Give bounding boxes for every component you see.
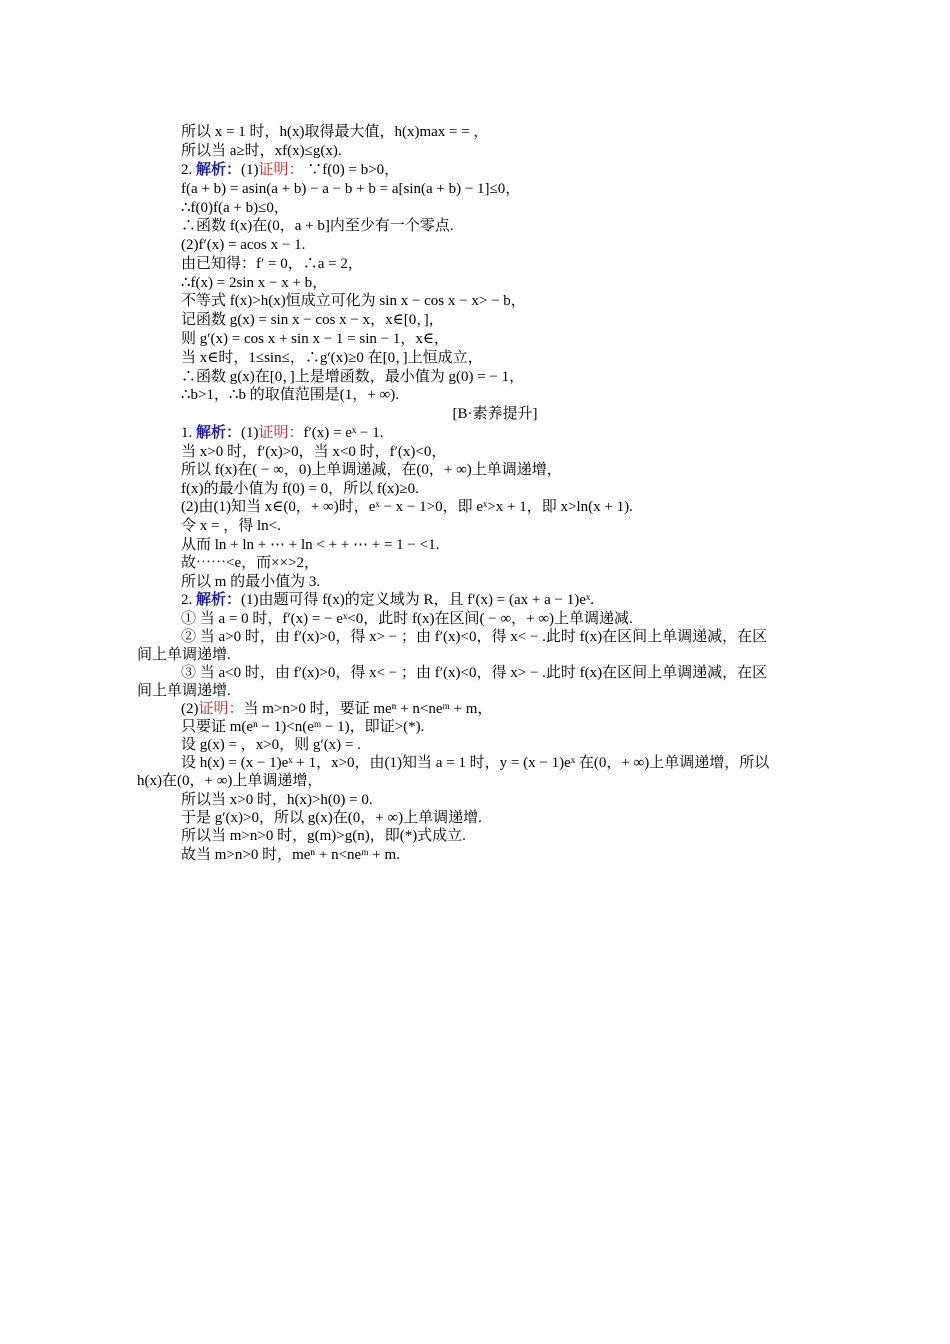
part-marker: (1) xyxy=(241,162,259,178)
text-line: f(x)的最小值为 f(0) = 0，所以 f(x)≥0. xyxy=(181,481,419,497)
text-line: 当 x∈时，1≤sin≤，∴g′(x)≥0 在[0，]上恒成立， xyxy=(181,350,483,366)
analysis-label: 解析： xyxy=(196,162,242,178)
part-marker: (2) xyxy=(181,701,199,717)
text-line: 设 h(x) = (x − 1)eˣ + 1，x>0，由(1)知当 a = 1 时，y = (x − 1)eˣ 在(0，+ ∞)上单调递增，所以 xyxy=(181,755,770,771)
text-line: 所以当 m>n>0 时，g(m)>g(n)，即(*)式成立. xyxy=(181,828,466,844)
text-line: h(x)在(0，+ ∞)上单调递增， xyxy=(137,773,323,789)
text-line: 间上单调递增. xyxy=(137,683,231,699)
analysis-label: 解析： xyxy=(196,425,242,441)
text-line: (2)f′(x) = acos x − 1. xyxy=(181,237,306,253)
text-line: ∴b>1，∴b 的取值范围是(1，+ ∞). xyxy=(181,387,399,403)
text-line: 记函数 g(x) = sin x − cos x − x，x∈[0，]， xyxy=(181,312,444,328)
text-line: 只要证 m(eⁿ − 1)<n(eᵐ − 1)，即证>(*). xyxy=(181,719,425,735)
text-line: 所以 f(x)在( − ∞，0)上单调递减，在(0，+ ∞)上单调递增， xyxy=(181,462,562,478)
text-line: (2)由(1)知当 x∈(0，+ ∞)时，eˣ − x − 1>0，即 eˣ>x + 1，即 x>ln(x + 1). xyxy=(181,499,633,515)
part-marker: (1) xyxy=(241,425,259,441)
text-line: ∴f(x) = 2sin x − x + b， xyxy=(181,275,328,291)
text-line: 当 x>0 时，f′(x)>0，当 x<0 时，f′(x)<0， xyxy=(181,444,447,460)
text-line: 所以当 a≥时，xf(x)≤g(x). xyxy=(181,143,342,159)
proof-label: 证明： xyxy=(198,701,244,717)
item-number: 2. xyxy=(181,592,193,608)
text-line: ① 当 a = 0 时，f′(x) = − eˣ<0，此时 f(x)在区间( − ∞，+ ∞)上单调递减. xyxy=(181,611,633,627)
text-line: f(a + b) = asin(a + b) − a − b + b = a[sin(a + b) − 1]≤0， xyxy=(181,181,521,197)
text-line: 由已知得：f′ = 0，∴a = 2， xyxy=(181,256,363,272)
text-line: ② 当 a>0 时，由 f′(x)>0，得 x> − ；由 f′(x)<0，得 x< − .此时 f(x)在区间上单调递减，在区 xyxy=(181,629,768,645)
text-line: 则 g′(x) = cos x + sin x − 1 = sin − 1，x∈， xyxy=(181,331,449,347)
text-line: ③ 当 a<0 时，由 f′(x)>0，得 x< − ；由 f′(x)<0，得 x> − .此时 f(x)在区间上单调递减，在区 xyxy=(181,665,768,681)
text-line: 间上单调递增. xyxy=(137,647,231,663)
text-line: 所以 m 的最小值为 3. xyxy=(181,574,321,590)
text-line: 所以当 x>0 时，h(x)>h(0) = 0. xyxy=(181,792,373,808)
item-number: 1. xyxy=(181,425,193,441)
analysis-label: 解析： xyxy=(196,592,242,608)
text-line: 故当 m>n>0 时，meⁿ + n<neᵐ + m. xyxy=(181,847,400,863)
text-line xyxy=(137,700,861,718)
line-text: ∵f(0) = b>0， xyxy=(303,162,400,178)
text-line: ∴f(0)f(a + b)≤0， xyxy=(181,200,289,216)
text-line xyxy=(137,591,861,609)
line-text: f′(x) = eˣ − 1. xyxy=(303,425,384,441)
text-line: 故⋯⋯<e，而××>2， xyxy=(181,555,319,571)
text-line xyxy=(137,161,861,179)
text-line: 所以 x = 1 时，h(x)取得最大值，h(x)max = = ， xyxy=(181,124,489,140)
text-line: 设 g(x) = ，x>0，则 g′(x) = . xyxy=(181,737,361,753)
text-line: 于是 g′(x)>0，所以 g(x)在(0，+ ∞)上单调递增. xyxy=(181,810,482,826)
line-text: 当 m>n>0 时，要证 meⁿ + n<neᵐ + m， xyxy=(243,701,493,717)
text-line: 从而 ln + ln + ⋯ + ln < + + ⋯ + = 1 − <1. xyxy=(181,537,440,553)
text-line: 不等式 f(x)>h(x)恒成立可化为 sin x − cos x − x> − b， xyxy=(181,293,526,309)
section-heading: [B·素养提升] xyxy=(452,406,538,422)
text-line: ∴函数 f(x)在(0，a + b]内至少有一个零点. xyxy=(181,218,454,234)
proof-label: 证明： xyxy=(258,425,304,441)
item-number: 2. xyxy=(181,162,193,178)
text-line: 令 x = ，得 ln<. xyxy=(181,518,281,534)
line-text: (1)由题可得 f(x)的定义域为 R，且 f′(x) = (ax + a − 1)eˣ. xyxy=(241,592,594,608)
text-line: ∴函数 g(x)在[0，]上是增函数，最小值为 g(0) = − 1， xyxy=(181,369,525,385)
proof-label: 证明： xyxy=(258,162,304,178)
text-line xyxy=(137,424,861,442)
